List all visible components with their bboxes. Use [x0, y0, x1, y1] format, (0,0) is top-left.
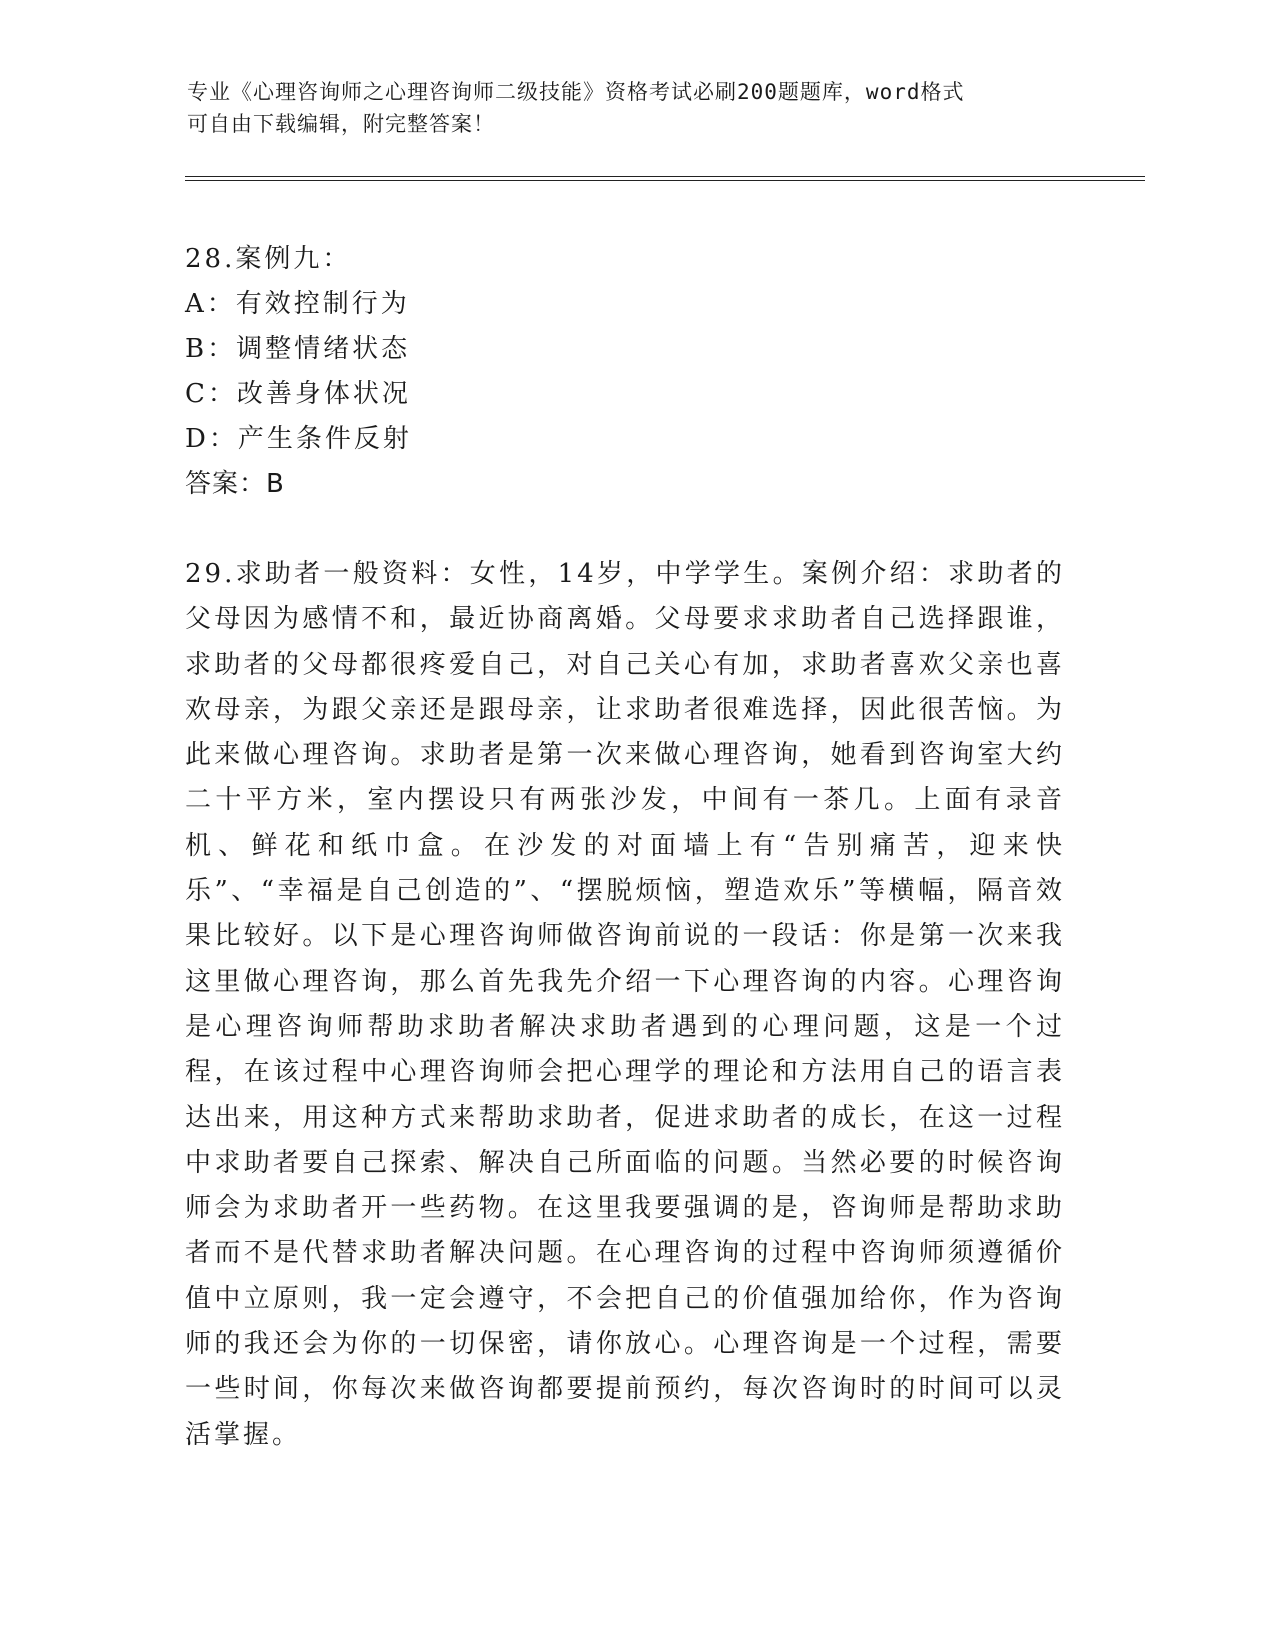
header-line-1: 专业《心理咨询师之心理咨询师二级技能》资格考试必刷200题题库，word格式 [187, 80, 965, 104]
question-stem: 28.案例九： [185, 244, 352, 274]
option-d: D：产生条件反射 [185, 424, 412, 454]
header-line-2: 可自由下载编辑，附完整答案！ [187, 112, 495, 136]
question-28 [185, 237, 1065, 507]
question-29 [185, 552, 1065, 1458]
question-stem: 29.求助者一般资料：女性，14岁，中学学生。案例介绍：求助者的父母因为感情不和，最近协商离婚。父母要求求助者自己选择跟谁，求助者的父母都很疼爱自己，对自己关心有加，求助者喜欢父亲也喜欢母亲，为跟父亲还是跟母亲，让求助者很难选择，因此很苦恼。为此来做心理咨询。求助者是第一次来做心理咨询，她看到咨询室大约二十平方米，室内摆设只有两张沙发，中间有一茶几。上面有录音机、鲜花和纸巾盒。在沙发的对面墙上有“告别痛苦，迎来快乐”、“幸福是自己创造的”、“摆脱烦恼，塑造欢乐”等横幅，隔音效果比较好。以下是心理咨询师做咨询前说的一段话：你是第一次来我这里做心理咨询，那么首先我先介绍一下心理咨询的内容。心理咨询是心理咨询师帮助求助者解决求助者遇到的心理问题，这是一个过程，在该过程中心理咨询师会把心理学的理论和方法用自己的语言表达出来，用这种方式来帮助求助者，促进求助者的成长，在这一过程中求助者要自己探索、解决自己所面临的问题。当然必要的时候咨询师会为求助者开一些药物。在这里我要强调的是，咨询师是帮助求助者而不是代替求助者解决问题。在心理咨询的过程中咨询师须遵循价值中立原则，我一定会遵守，不会把自己的价值强加给你，作为咨询师的我还会为你的一切保密，请你放心。心理咨询是一个过程，需要一些时间，你每次来做咨询都要提前预约，每次咨询时的时间可以灵活掌握。 [185, 559, 1065, 1450]
option-a: A：有效控制行为 [185, 289, 410, 319]
option-c: C：改善身体状况 [185, 379, 411, 409]
option-b: B：调整情绪状态 [185, 334, 411, 364]
answer-line: 答案：B [185, 469, 285, 499]
document-header [187, 76, 1057, 140]
header-divider [185, 176, 1145, 181]
